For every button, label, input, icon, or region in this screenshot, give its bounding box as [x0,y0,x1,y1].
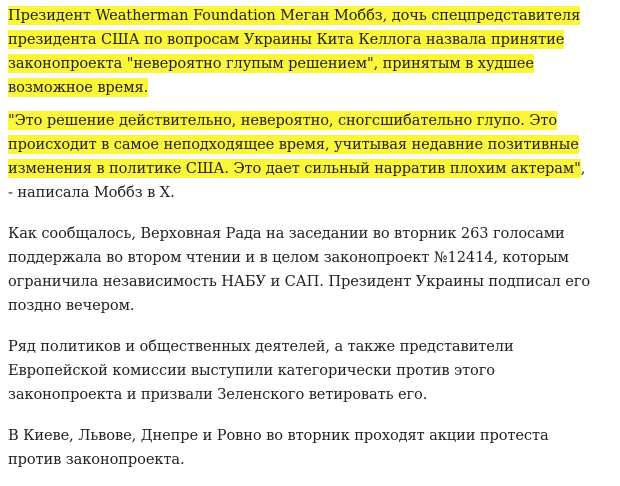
paragraph-text: Как сообщалось, Верховная Рада на заседании во вторник 263 голосами поддержала во втором чтении и в целом законопроект №12414, которым ограничила независимость НАБУ и САП. Президент Украины подписал его поздно вечером. [8,225,591,314]
paragraph-opposition [8,335,592,407]
quote-attribution: , - написала Моббз в X. [8,160,586,201]
paragraph-text: Ряд политиков и общественных деятелей, а также представители Европейской комиссии выступили категорически против этого законопроекта и призвали Зеленского ветировать его. [8,338,514,403]
paragraph-rada-vote [8,222,592,318]
paragraph-text: В Киеве, Львове, Днепре и Ровно во вторник проходят акции протеста против законопроекта. [8,427,549,468]
paragraph-protests [8,424,592,472]
paragraph-mobbs-quote [8,109,592,205]
highlighted-text: Президент Weatherman Foundation Меган Моббз, дочь спецпредставителя президента США по вопросам Украины Кита Келлога назвала принятие законопроекта "невероятно глупым решением", принятым в худшее возможное время. [8,7,581,96]
paragraph-mobbs-statement [8,4,592,100]
highlighted-quote: "Это решение действительно, невероятно, сногсшибательно глупо. Это происходит в самое неподходящее время, учитывая недавние позитивные изменения в политике США. Это дает сильный нарратив плохим актерам" [8,112,581,177]
